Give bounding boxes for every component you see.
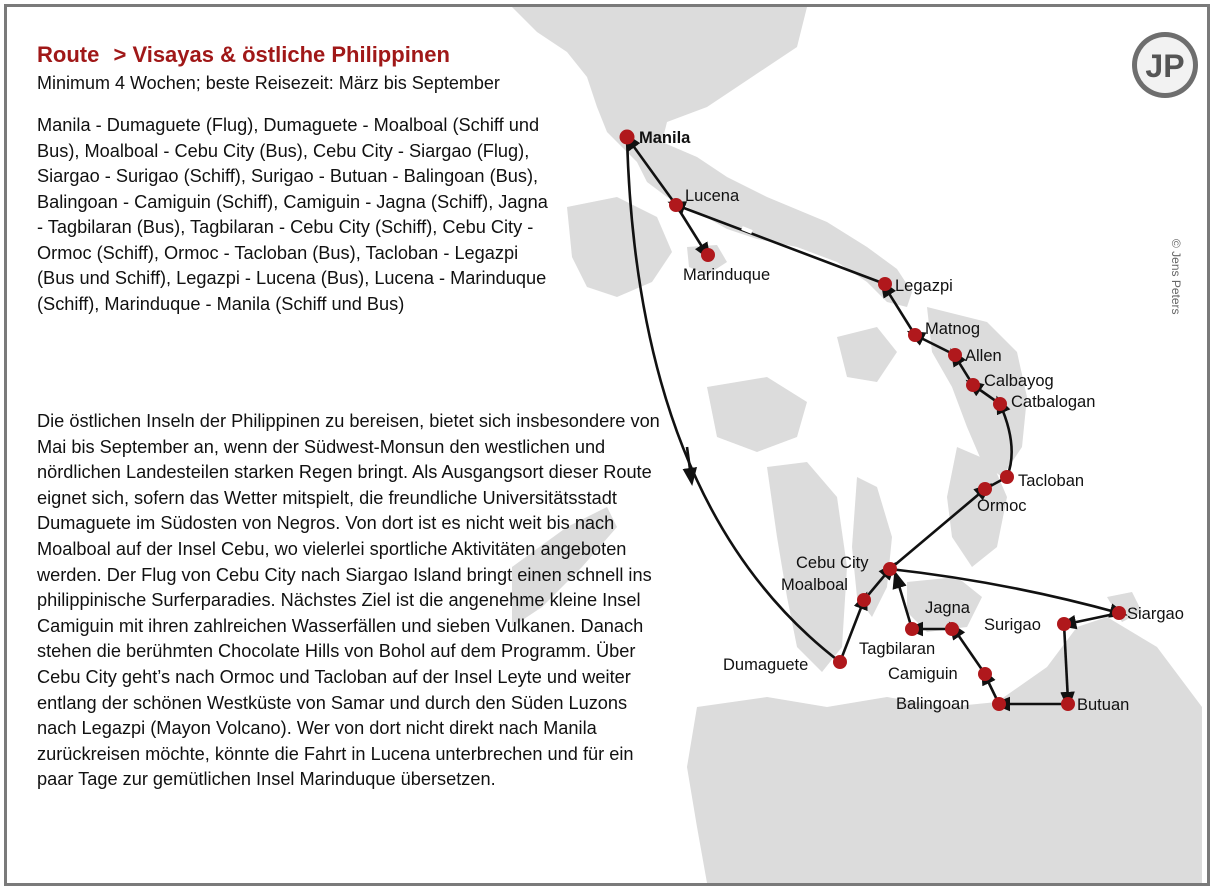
city-dot-legazpi (878, 277, 892, 291)
panay-island (707, 377, 807, 452)
city-label-tacloban: Tacloban (1018, 472, 1085, 490)
title-separator: > (113, 42, 127, 67)
city-label-matnog: Matnog (925, 320, 981, 338)
city-dot-moalboal (857, 593, 871, 607)
logo-text: JP (1145, 48, 1185, 84)
map-frame (4, 4, 1210, 886)
city-dot-butuan (1061, 697, 1075, 711)
city-label-siargao: Siargao (1127, 605, 1184, 623)
city-label-allen: Allen (965, 347, 1002, 365)
title-region: Visayas & östliche Philippinen (132, 42, 450, 67)
city-label-moalboal: Moalboal (781, 576, 848, 594)
city-label-manila: Manila (639, 129, 691, 147)
route-camiguin-jagna (954, 629, 985, 674)
city-label-ormoc: Ormoc (977, 497, 1027, 515)
page-title (37, 42, 450, 68)
city-dot-ormoc (978, 482, 992, 496)
city-label-camiguin: Camiguin (888, 665, 958, 683)
city-label-cebu-city: Cebu City (796, 554, 869, 572)
city-dot-manila (620, 130, 635, 145)
city-dots (620, 130, 1130, 714)
city-dot-tacloban (1000, 470, 1014, 484)
city-dot-lucena (669, 198, 683, 212)
page-subtitle: Minimum 4 Wochen; beste Reisezeit: März bis September (37, 73, 500, 93)
cebu-island (852, 477, 892, 617)
route-description: Die östlichen Inseln der Philippinen zu bereisen, bietet sich insbesondere von Mai bis September an, wenn der Südwest-Monsun den westlichen und nördlichen Landesteilen starken Regen bringt. Als Ausgangsort dieser Route eignet sich, sofern das Wetter mitspielt, die freundliche Universitätsstadt Dumaguete im Südosten von Negros. Von dort ist es nicht weit bis nach Moalboal auf der Insel Cebu, wo vielerlei sportliche Aktivitäten angeboten werden. Der Flug von Cebu City nach Siargao Island bringt einen schnell ins philippinische Surferparadies. Nächstes Ziel ist die angenehme kleine Insel Camiguin mit ihren zahlreichen Wasserfällen und sieben Vulkanen. Danach stehen die berühmten Chocolate Hills von Bohol auf dem Programm. Über Cebu City geht’s nach Ormoc und Tacloban auf der Insel Leyte und weiter entlang der schönen Westküste von Samar und durch den Süden Luzons nach Legazpi (Mayon Volcano). Wer von dort nicht direkt nach Manila zurückreisen möchte, könnte die Fahrt in Lucena unterbrechen und für ein paar Tage zur gemütlichen Insel Marinduque übersetzen. (37, 411, 660, 790)
city-dot-tagbilaran (905, 622, 919, 636)
city-label-balingoan: Balingoan (896, 695, 970, 713)
city-dot-allen (948, 348, 962, 362)
city-label-jagna: Jagna (925, 599, 970, 617)
city-label-catbalogan: Catbalogan (1011, 393, 1096, 411)
city-label-marinduque: Marinduque (683, 266, 771, 284)
city-dot-catbalogan (993, 397, 1007, 411)
city-label-lucena: Lucena (685, 187, 740, 205)
mindoro-island (567, 197, 672, 297)
city-dot-siargao (1112, 606, 1126, 620)
city-label-surigao: Surigao (984, 616, 1041, 634)
city-label-tagbilaran: Tagbilaran (859, 640, 936, 658)
city-label-calbayog: Calbayog (984, 372, 1054, 390)
city-dot-dumaguete (833, 655, 847, 669)
masbate-island (837, 327, 897, 382)
city-label-dumaguete: Dumaguete (723, 656, 809, 674)
route-summary: Manila - Dumaguete (Flug), Dumaguete - Moalboal (Schiff und Bus), Moalboal - Cebu City (Bus), Cebu City - Siargao (Flug), Siargao - Surigao (Schiff), Surigao - Butuan - Balingoan (Bus), Balingoan - Camiguin (Schiff), Camiguin - Jagna (Schiff), Jagna - Tagbilaran (Bus), Tagbilaran - Cebu City (Schiff), Cebu City - Ormoc (Schiff), Ormoc - Tacloban (Bus), Tacloban - Legazpi (Bus und Schiff), Legazpi - Lucena (Bus), Lucena - Marinduque (Schiff), Marinduque - Manila (Schiff und Bus) (37, 115, 548, 314)
copyright-credit: © Jens Peters (1169, 239, 1183, 315)
city-dot-cebu-city (883, 562, 897, 576)
jp-logo (1129, 29, 1201, 101)
city-dot-surigao (1057, 617, 1071, 631)
city-dot-calbayog (966, 378, 980, 392)
city-dot-matnog (908, 328, 922, 342)
city-label-legazpi: Legazpi (895, 277, 953, 295)
city-dot-marinduque (701, 248, 715, 262)
route-lines (627, 137, 1119, 704)
city-dot-jagna (945, 622, 959, 636)
city-dot-camiguin (978, 667, 992, 681)
title-route-word: Route (37, 42, 100, 67)
city-label-butuan: Butuan (1077, 696, 1130, 714)
city-dot-balingoan (992, 697, 1006, 711)
